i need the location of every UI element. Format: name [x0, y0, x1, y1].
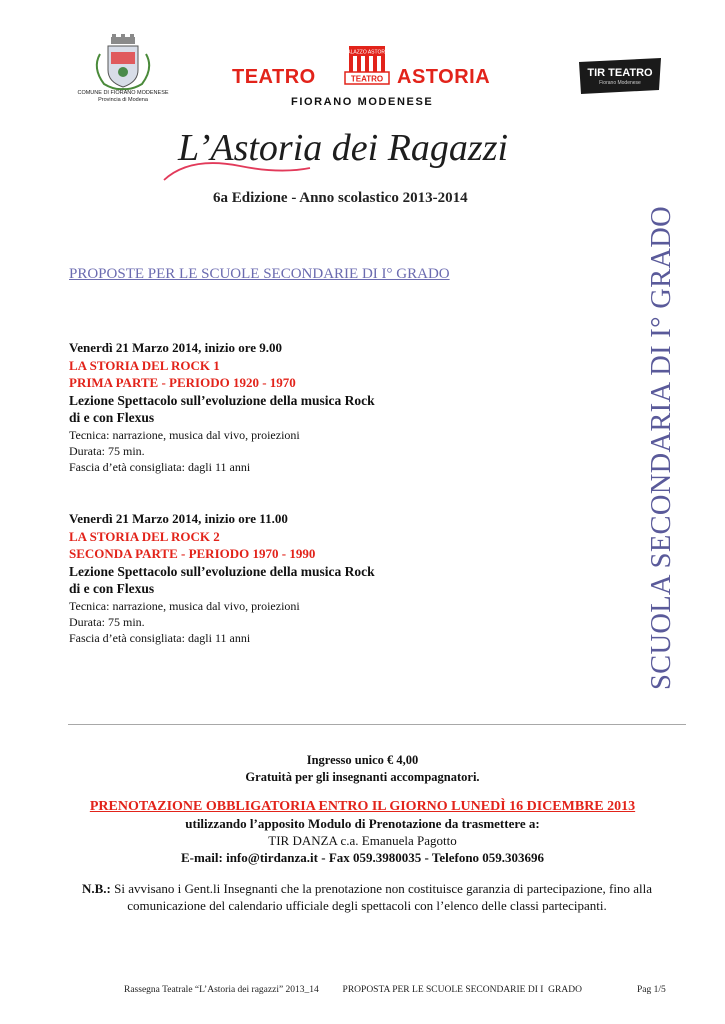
- disclaimer-note: [62, 880, 672, 914]
- event-block: [69, 339, 589, 475]
- email-label: E-mail: [180, 850, 219, 865]
- event-description: Lezione Spettacolo sull’evoluzione della musica Rock: [69, 563, 375, 579]
- event-time: , inizio ore 11.00: [198, 511, 288, 526]
- section-divider: [68, 724, 686, 725]
- booking-contact-name: TIR DANZA c.a. Emanuela Pagotto: [268, 833, 457, 848]
- event-author: di e con Flexus: [69, 410, 155, 425]
- event-description: Lezione Spettacolo sull’evoluzione della musica Rock: [69, 392, 375, 408]
- event-title: LA STORIA DEL ROCK 2: [69, 528, 220, 544]
- booking-contacts: [0, 849, 725, 866]
- booking-instructions: utilizzando l’apposito Modulo di Prenotazione da trasmettere a:: [185, 816, 540, 831]
- price-line: Ingresso unico € 4,00: [306, 753, 419, 767]
- teatro-astoria-badge-icon: [343, 44, 391, 86]
- badge-top-text: PALAZZO ASTORIA: [344, 49, 390, 56]
- badge-mid-text: TEATRO: [350, 74, 384, 84]
- nb-text: Si avvisano i Gent.li Insegnanti che la prenotazione non costituisce garanzia di partecipazione, fino alla comunicazione del calendario ufficiale degli spettacoli con l’elenco delle classi partecipanti.: [110, 881, 652, 913]
- page-footer: Rassegna Teatrale “L’Astoria dei ragazzi” 2013_14 PROPOSTA PER LE SCUOLE SECONDARIE DI I GRADO: [124, 985, 582, 995]
- price-block: [0, 752, 725, 786]
- comune-name-line2: Provincia di Modena: [98, 97, 148, 103]
- event-date-line: [69, 339, 589, 357]
- event-fascia: Fascia d’età consigliata: dagli 11 anni: [69, 459, 251, 474]
- booking-headline: PRENOTAZIONE OBBLIGATORIA ENTRO IL GIORNO LUNEDÌ 16 DICEMBRE 2013: [89, 799, 636, 814]
- event-tecnica: Tecnica: narrazione, musica dal vivo, proiezioni: [69, 427, 300, 442]
- event-fascia: Fascia d’età consigliata: dagli 11 anni: [69, 630, 251, 645]
- contact-details: : info@tirdanza.it - Fax 059.3980035 - Telefono 059.303696: [218, 850, 545, 865]
- event-date-line: [69, 510, 589, 528]
- event-author: di e con Flexus: [69, 581, 155, 596]
- logo-fiorano-subtitle: FIORANO MODENESE: [291, 96, 434, 108]
- edition-subtitle: 6a Edizione - Anno scolastico 2013-2014: [213, 190, 468, 206]
- event-block: [69, 510, 589, 646]
- event-subtitle: PRIMA PARTE - PERIODO 1920 - 1970: [69, 375, 296, 390]
- event-tecnica: Tecnica: narrazione, musica dal vivo, proiezioni: [69, 598, 300, 613]
- event-date: Venerdì 21 Marzo 2014: [69, 340, 199, 355]
- event-time: , inizio ore 9.00: [198, 340, 283, 355]
- section-title: PROPOSTE PER LE SCUOLE SECONDARIE DI I° GRADO: [69, 266, 450, 282]
- event-durata: Durata: 75 min.: [69, 614, 145, 629]
- tir-logo-title: TIR TEATRO: [587, 67, 653, 79]
- page-number: Pag 1/5: [637, 985, 666, 995]
- event-title: LA STORIA DEL ROCK 1: [69, 357, 220, 373]
- page-title: L’Astoria dei Ragazzi: [178, 127, 509, 169]
- comune-name: [70, 90, 176, 104]
- comune-name-line1: COMUNE DI FIORANO MODENESE: [77, 90, 169, 96]
- logo-astoria-word: ASTORIA: [397, 66, 491, 88]
- tir-logo-sub: Fiorano Modenese: [599, 80, 641, 86]
- nb-label: N.B.:: [81, 881, 111, 896]
- booking-block: [0, 798, 725, 866]
- event-date: Venerdì 21 Marzo 2014: [69, 511, 199, 526]
- side-vertical-label: SCUOLA SECONDARIA DI I° GRADO: [646, 205, 677, 690]
- event-durata: Durata: 75 min.: [69, 443, 145, 458]
- event-subtitle: SECONDA PARTE - PERIODO 1970 - 1990: [69, 546, 316, 561]
- logo-teatro-word: TEATRO: [232, 66, 316, 88]
- free-teachers-line: Gratuità per gli insegnanti accompagnatori.: [245, 770, 480, 784]
- tir-teatro-logo-icon: [575, 56, 665, 96]
